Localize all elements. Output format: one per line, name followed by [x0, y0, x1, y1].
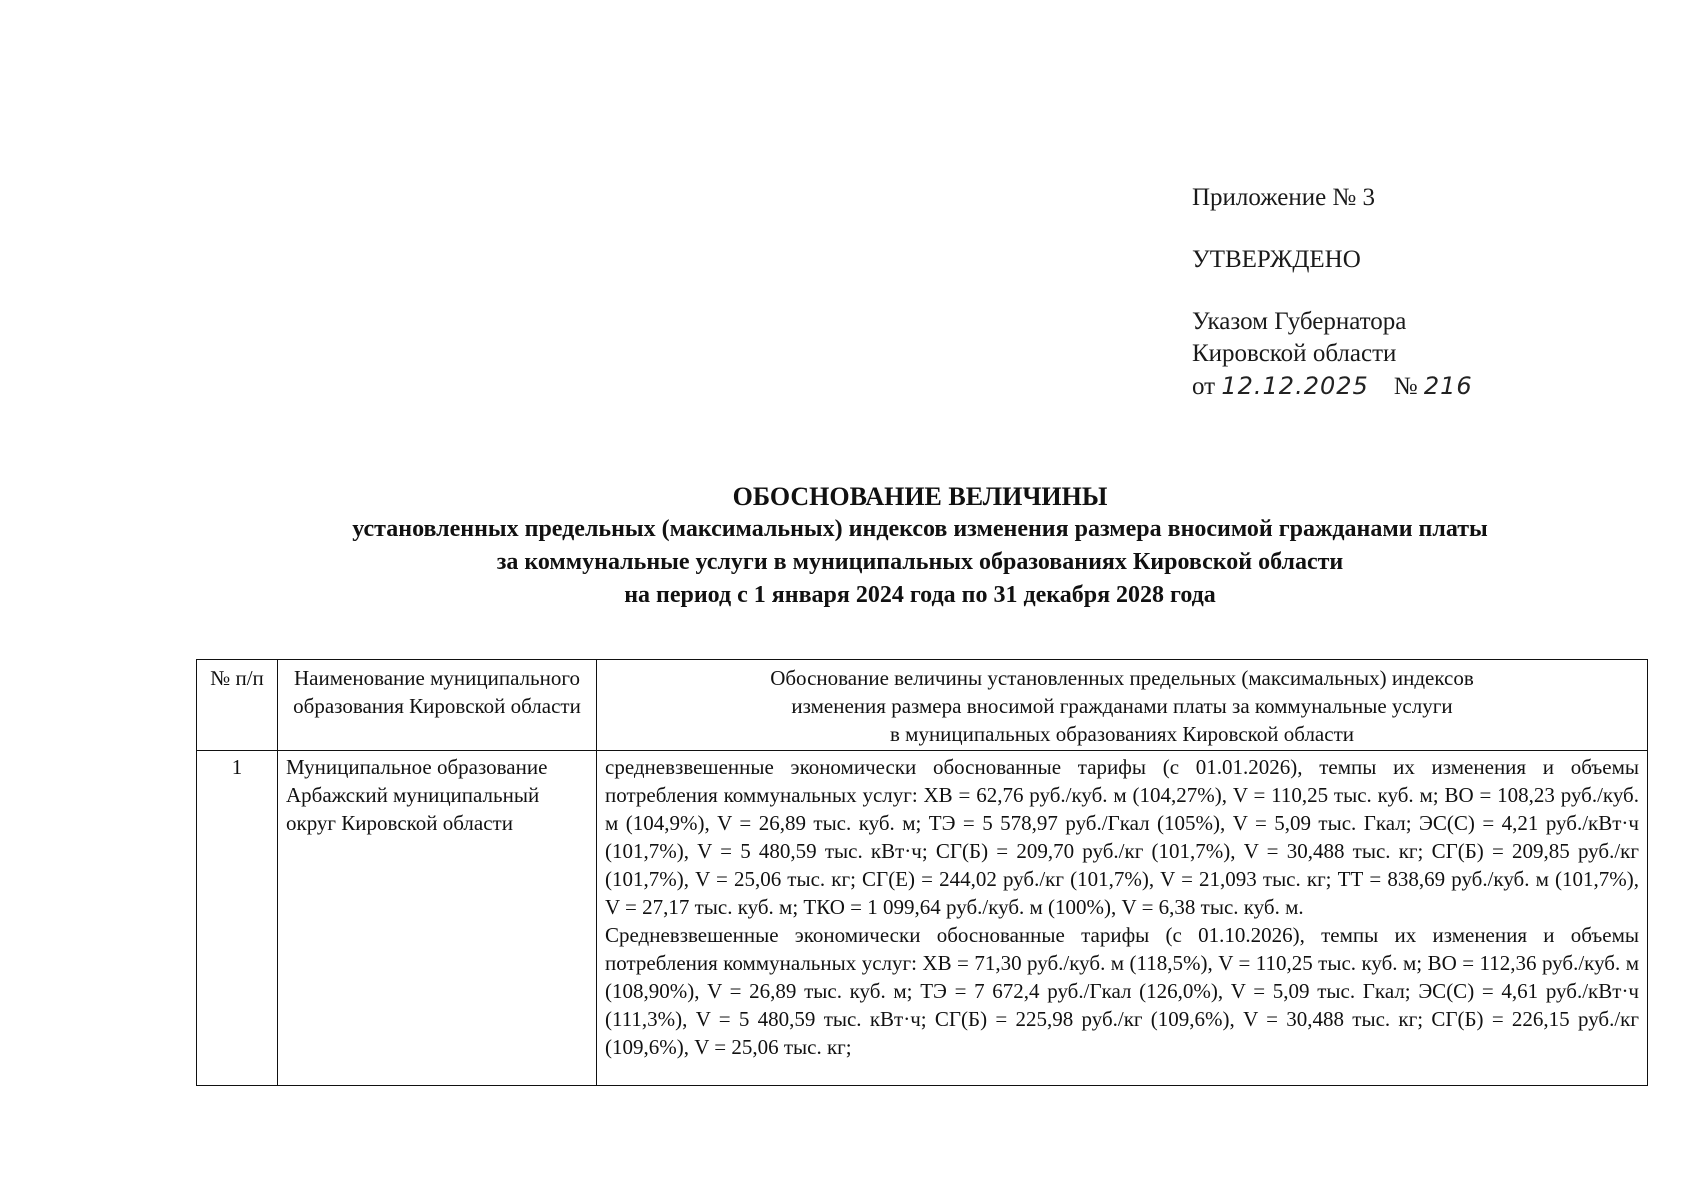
handwritten-number: 216 [1423, 372, 1473, 400]
decree-line-2: Кировской области [1192, 340, 1397, 367]
decree-date-line [1192, 370, 1473, 403]
approval-block [1192, 182, 1473, 403]
row-municipality-name: Муниципальное образование Арбажский муниципальный округ Кировской области [278, 751, 597, 1086]
approved-label: УТВЕРЖДЕНО [1192, 246, 1361, 273]
justification-paragraph-1: средневзвешенные экономически обоснованные тарифы (с 01.01.2026), темпы их изменения и объемы потребления коммунальных услуг: ХВ = 62,76 руб./куб. м (104,27%), V = 110,25 тыс. куб. м; ВО = 108,23 руб./куб. м (104,9%), V = 26,89 тыс. куб. м; ТЭ = 5 578,97 руб./Гкал (105%), V = 5,09 тыс. Гкал; ЭС(С) = 4,21 руб./кВт·ч (101,7%), V = 5 480,59 тыс. кВт·ч; СГ(Б) = 209,70 руб./кг (101,7%), V = 30,488 тыс. кг; СГ(Б) = 209,85 руб./кг (101,7%), V = 25,06 тыс. кг; СГ(Е) = 244,02 руб./кг (101,7%), V = 21,093 тыс. кг; ТТ = 838,69 руб./куб. м (101,7%), V = 27,17 тыс. куб. м; ТКО = 1 099,64 руб./куб. м (100%), V = 6,38 тыс. куб. м. [605, 755, 1639, 919]
document-title [0, 480, 1699, 612]
header-municipality: Наименование муниципального образования Кировской области [278, 660, 597, 751]
appendix-label: Приложение № 3 [1192, 184, 1376, 211]
justification-paragraph-2: Средневзвешенные экономически обоснованные тарифы (с 01.10.2026), темпы их изменения и объемы потребления коммунальных услуг: ХВ = 71,30 руб./куб. м (118,5%), V = 110,25 тыс. куб. м; ВО = 112,36 руб./куб. м (108,90%), V = 26,89 тыс. куб. м; ТЭ = 7 672,4 руб./Гкал (126,0%), V = 5,09 тыс. Гкал; ЭС(С) = 4,61 руб./кВт·ч (111,3%), V = 5 480,59 тыс. кВт·ч; СГ(Б) = 225,98 руб./кг (109,6%), V = 30,488 тыс. кг; СГ(Б) = 226,15 руб./кг (109,6%), V = 25,06 тыс. кг; [605, 923, 1639, 1059]
header-number: № п/п [197, 660, 278, 751]
decree-line-1: Указом Губернатора [1192, 308, 1407, 335]
header-justification-line-1: Обоснование величины установленных предельных (максимальных) индексов [770, 666, 1474, 690]
title-line-1: ОБОСНОВАНИЕ ВЕЛИЧИНЫ [732, 482, 1108, 511]
date-prefix: от [1192, 373, 1216, 400]
handwritten-date: 12.12.2025 [1221, 372, 1369, 400]
row-number: 1 [197, 751, 278, 1086]
header-justification-line-3: в муниципальных образованиях Кировской области [889, 722, 1354, 746]
title-line-3: за коммунальные услуги в муниципальных образованиях Кировской области [496, 549, 1344, 575]
title-line-2: установленных предельных (максимальных) индексов изменения размера вносимой гражданами платы [352, 516, 1488, 542]
title-line-4: на период с 1 января 2024 года по 31 декабря 2028 года [624, 582, 1216, 608]
header-justification-line-2: изменения размера вносимой гражданами платы за коммунальные услуги [791, 694, 1453, 718]
table-row [197, 751, 1648, 1086]
table-header-row [197, 660, 1648, 751]
number-prefix: № [1393, 373, 1418, 400]
header-justification [597, 660, 1648, 751]
row-justification [597, 751, 1648, 1086]
justification-table [196, 659, 1648, 1086]
